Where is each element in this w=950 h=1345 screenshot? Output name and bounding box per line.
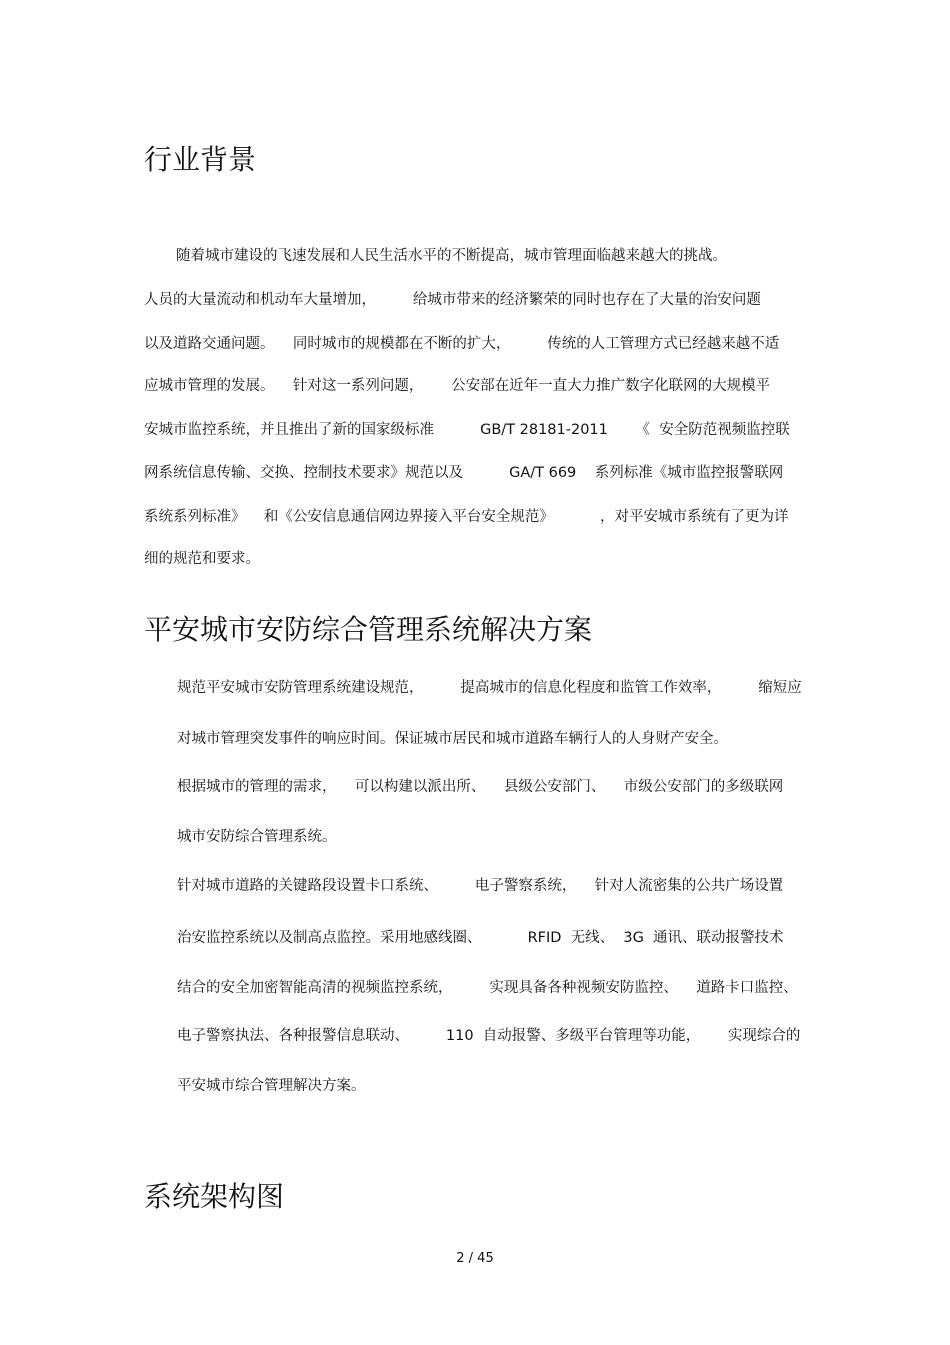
paragraph-line: 网系统信息传输、交换、控制技术要求》规范以及 GA/T 669 系列标准《城市监控报警联网 xyxy=(144,465,784,481)
paragraph-line: 电子警察执法、各种报警信息联动、 110 自动报警、多级平台管理等功能， 实现综合的 xyxy=(177,1028,801,1044)
paragraph-line: 安城市监控系统，并且推出了新的国家级标准 GB/T 28181-2011 《 安全防范视频监控联 xyxy=(144,422,790,438)
paragraph-line: 随着城市建设的飞速发展和人民生活水平的不断提高，城市管理面临越来越大的挑战。 xyxy=(176,248,727,264)
paragraph-line: 系统系列标准》 和《公安信息通信网边界接入平台安全规范》 ，对平安城市系统有了更为详 xyxy=(144,509,789,525)
section-heading-industry-background: 行业背景 xyxy=(144,143,257,176)
section-heading-solution: 平安城市安防综合管理系统解决方案 xyxy=(144,613,593,646)
paragraph-line: 平安城市综合管理解决方案。 xyxy=(177,1078,366,1094)
paragraph-line: 城市安防综合管理系统。 xyxy=(177,829,337,845)
page-number: 2 / 45 xyxy=(456,1251,494,1266)
paragraph-line: 对城市管理突发事件的响应时间。保证城市居民和城市道路车辆行人的人身财产安全。 xyxy=(177,731,728,747)
paragraph-line: 治安监控系统以及制高点监控。采用地感线圈、 RFID 无线、 3G 通讯、联动报警技术 xyxy=(177,930,784,946)
paragraph-line: 根据城市的管理的需求， 可以构建以派出所、 县级公安部门、 市级公安部门的多级联网 xyxy=(177,779,784,795)
section-heading-system-architecture: 系统架构图 xyxy=(144,1180,285,1213)
paragraph-line: 规范平安城市安防管理系统建设规范， 提高城市的信息化程度和监管工作效率， 缩短应 xyxy=(177,680,802,696)
paragraph-line: 针对城市道路的关键路段设置卡口系统、 电子警察系统， 针对人流密集的公共广场设置 xyxy=(177,878,784,894)
paragraph-line: 细的规范和要求。 xyxy=(144,551,260,567)
paragraph-line: 人员的大量流动和机动车大量增加， 给城市带来的经济繁荣的同时也存在了大量的治安问题 xyxy=(144,292,761,308)
paragraph-line: 应城市管理的发展。 针对这一系列问题， 公安部在近年一直大力推广数字化联网的大规模平 xyxy=(144,378,771,394)
paragraph-line: 结合的安全加密智能高清的视频监控系统， 实现具备各种视频安防监控、 道路卡口监控、 xyxy=(177,980,798,996)
paragraph-line: 以及道路交通问题。 同时城市的规模都在不断的扩大， 传统的人工管理方式已经越来越不适 xyxy=(144,336,780,352)
